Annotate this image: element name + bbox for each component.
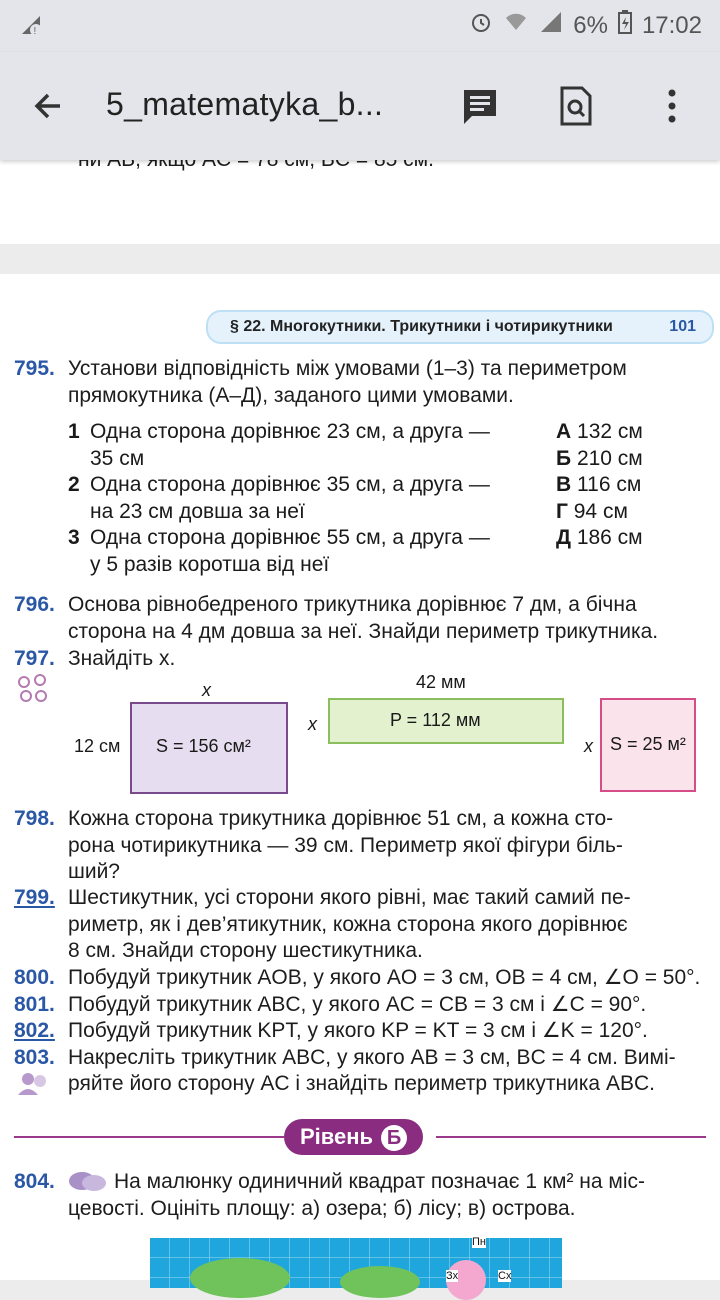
condition-1	[68, 419, 80, 446]
answer-letter: Д	[556, 526, 571, 549]
problem-798-text-1: Кожна сторона трикутника дорівнює 51 см, а кожна сто-	[68, 807, 614, 830]
level-badge	[284, 1119, 423, 1155]
problem-804-text-2: цевості. Оцініть площу: а) озера; б) лісу; в) острова.	[68, 1196, 576, 1220]
answer-letter: Г	[556, 499, 568, 523]
condition-3-line2: у 5 разів коротша від неї	[90, 552, 330, 576]
condition-number: 1	[68, 420, 80, 443]
signal-icon	[539, 10, 563, 41]
pdf-page-previous	[0, 160, 720, 244]
answer-b	[556, 446, 643, 473]
problem-801-text: Побудуй трикутник ABC, у якого AC = CB = 3 см і ∠C = 90°.	[68, 992, 647, 1016]
figure-rectangle-1	[130, 702, 288, 794]
reading-mode-button[interactable]	[456, 82, 504, 130]
condition-1-line1: Одна сторона дорівнює 23 см, а друга —	[90, 420, 490, 443]
fig1-left-label: 12 см	[74, 736, 121, 756]
answer-value: 186 см	[576, 526, 643, 549]
problem-number: 803.	[14, 1045, 55, 1069]
problem-799	[14, 885, 55, 912]
answer-d	[556, 499, 628, 526]
level-divider-right	[436, 1136, 706, 1138]
problem-number: 796.	[14, 593, 55, 616]
fig2-left-label: x	[308, 714, 317, 734]
problem-804	[14, 1169, 55, 1196]
answer-value: 210 см	[576, 446, 643, 470]
find-in-page-icon	[558, 86, 594, 126]
condition-2-line2: на 23 см довша за неї	[90, 499, 305, 523]
problem-number: 795.	[14, 357, 55, 380]
condition-3	[68, 525, 80, 552]
level-letter: Б	[381, 1125, 407, 1151]
problem-798-text-2: рона чотирикутника — 39 см. Периметр якої фігури біль-	[68, 833, 623, 857]
figure-square-3	[600, 698, 696, 792]
problem-800-text: Побудуй трикутник AOB, у якого AO = 3 см, OB = 4 см, ∠O = 50°.	[68, 966, 701, 989]
pdf-page-101	[0, 274, 720, 1280]
battery-level: 6%	[573, 11, 608, 39]
problem-number: 804.	[14, 1170, 55, 1193]
document-title: 5_matematyka_b...	[106, 86, 384, 122]
problem-801	[14, 992, 55, 1019]
battery-icon	[618, 10, 632, 41]
section-title: § 22. Многокутники. Трикутники і чотирикутники	[230, 318, 613, 335]
condition-1-line2: 35 см	[90, 446, 145, 470]
problem-799-text-1: Шестикутник, усі сторони якого рівні, має такий самий пе-	[68, 886, 631, 909]
problem-number: 801.	[14, 992, 55, 1016]
clock: 17:02	[641, 11, 702, 39]
status-bar	[0, 0, 720, 52]
answer-value: 116 см	[577, 473, 642, 496]
compass-west: Зх	[446, 1270, 459, 1282]
condition-3-line1: Одна сторона дорівнює 55 см, а друга —	[90, 526, 490, 549]
problem-802-text: Побудуй трикутник KPT, у якого KP = KT = 3 см і ∠K = 120°.	[68, 1019, 648, 1042]
answer-value: 132 см	[577, 420, 643, 443]
more-vert-icon	[666, 88, 678, 124]
answer-letter: А	[556, 420, 572, 443]
problem-803-text-2: ряйте його сторону AC і знайдіть периметр трикутника ABC.	[68, 1072, 655, 1095]
condition-number: 2	[68, 473, 80, 496]
fig3-left-label: x	[584, 736, 593, 756]
problem-number: 797.	[14, 647, 55, 670]
group-work-icon	[16, 672, 50, 709]
map-grid	[150, 1238, 562, 1288]
problem-number: 798.	[14, 807, 55, 830]
figure-rectangle-2	[328, 698, 564, 744]
problem-803	[14, 1045, 55, 1072]
problem-798	[14, 806, 55, 833]
problem-796-text-2: сторона на 4 дм довша за неї. Знайди периметр трикутника.	[68, 619, 659, 643]
problem-803-text-1: Накресліть трикутник ABC, у якого AB = 3 см, BC = 4 см. Вимі-	[68, 1045, 676, 1069]
problem-795-text-2: прямокутника (А–Д), заданого цими умовами.	[68, 383, 514, 407]
level-label: Рівень	[300, 1124, 374, 1149]
pair-work-icon	[16, 1071, 52, 1100]
alarm-icon	[469, 10, 493, 41]
notification-icon	[18, 12, 44, 43]
problem-804-text-1: На малюнку одиничний квадрат позначає 1 км² на міс-	[114, 1170, 646, 1193]
page-header	[206, 310, 714, 344]
condition-2	[68, 472, 80, 499]
problem-798-text-3: ший?	[68, 860, 120, 883]
problem-800	[14, 965, 55, 992]
problem-799-text-3: 8 см. Знайди сторону шестикутника.	[68, 939, 423, 962]
back-button[interactable]	[24, 82, 72, 130]
condition-number: 3	[68, 526, 80, 549]
fig2-top-label: 42 мм	[416, 672, 466, 692]
search-in-document-button[interactable]	[552, 82, 600, 130]
problem-795	[14, 356, 55, 383]
answer-a	[556, 419, 643, 446]
problem-number: 802.	[14, 1019, 55, 1042]
compass-north: Пн	[472, 1236, 486, 1248]
condition-2-line1: Одна сторона дорівнює 35 см, а друга —	[90, 473, 490, 496]
fig1-area: S = 156 см²	[156, 736, 251, 756]
problem-795-text-1: Установи відповідність між умовами (1–3) та периметром	[68, 357, 627, 380]
fig2-perimeter: P = 112 мм	[390, 710, 481, 730]
wifi-icon	[503, 10, 529, 41]
problem-796-text-1: Основа рівнобедреного трикутника дорівнює 7 дм, а бічна	[68, 593, 637, 616]
level-divider-left	[14, 1136, 284, 1138]
answer-value: 94 см	[573, 499, 628, 523]
text-comment-icon	[460, 86, 500, 126]
problem-796	[14, 592, 55, 619]
problem-797	[14, 646, 55, 673]
problem-802	[14, 1018, 55, 1045]
answer-e	[556, 525, 643, 552]
problem-799-text-2: риметр, як і дев’ятикутник, кожна сторона якого дорівнює	[68, 912, 628, 936]
answer-letter: В	[556, 473, 572, 496]
svg-text:!: !	[33, 26, 37, 37]
fig1-top-label: x	[202, 680, 211, 700]
arrow-back-icon	[30, 88, 66, 124]
problem-number: 799.	[14, 886, 55, 909]
status-right	[469, 10, 702, 41]
more-options-button[interactable]	[648, 82, 696, 130]
fig3-area: S = 25 м²	[610, 734, 686, 754]
answer-letter: Б	[556, 446, 572, 470]
answer-c	[556, 472, 641, 499]
problem-797-text: Знайдіть x.	[68, 647, 176, 670]
app-bar	[0, 52, 720, 160]
problem-number: 800.	[14, 966, 55, 989]
compass-east: Сх	[498, 1270, 512, 1282]
page-number: 101	[669, 318, 696, 335]
